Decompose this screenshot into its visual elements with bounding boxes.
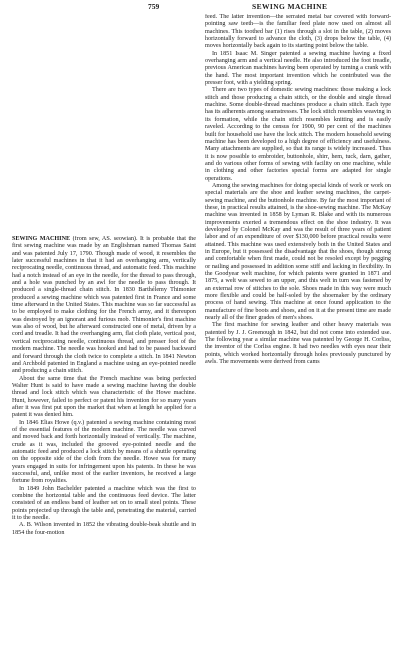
left-column — [12, 236, 196, 648]
article-paragraph-2: About the same time that the French machine was being perfected Walter Hunt is said to have made a sewing machine having the double thread and lock stitch which was characteristic of the Howe machine. Hunt, however, failed to perfect or patent his invention for so many years after it was first put upon the market that when at length he applied for a patent it was denied him. — [12, 375, 196, 419]
right-column — [205, 14, 391, 648]
article-paragraph-7: In 1851 Isaac M. Singer patented a sewing machine having a fixed overhanging arm and a vertical needle. He also introduced the foot treadle, previous American machines having been operated by turning a crank with the hand. The most important invention which he contributed was the presser foot, with a yielding spring. — [205, 50, 391, 87]
article-paragraph-4: In 1849 John Bachelder patented a machine which was the first to combine the horizontal table and the continuous feed device. The latter consisted of an endless band of leather set on to small steel points. These points projected up through the table and, penetrating the material, carried it to the needle. — [12, 485, 196, 522]
article-headword: SEWING MACHINE — [12, 236, 71, 242]
page-number: 759 — [148, 2, 160, 11]
article-paragraph-6: feed. The latter invention—the serrated metal bar covered with forward-pointing saw teeth—is the familiar feed plate now used on almost all machines. This toothed bar (1) rises through a slot in the table, (2) moves horizontally forward to advance the cloth, (3) drops below the table, (4) moves horizontally back again to its starting point below the table. — [205, 14, 391, 50]
article-paragraph-8: There are two types of domestic sewing machines: those making a lock stitch and those producing a chain stitch, or the double and single thread machine. Some double-thread machines produce a chain stitch. Each type has its adherents among seamstresses. The lock stitch resembles weaving in its formation, while the chain stitch resembles knitting and is easily raveled. According to the census for 1900, 90 per cent of the machines built for household use have the lock stitch. The modern household sewing machine has been developed to a high degree of efficiency and usefulness. Many attachments are supplied, so that its range is widely increased. Thus it is now possible to embroider, buttonhole, shirr, hem, tuck, darn, gather, and do various other forms of sewing with facility on one machine, while in clothing and other factories special forms are adapted for single operations. — [205, 87, 391, 182]
article-paragraph-1 — [12, 236, 196, 376]
page-header — [0, 2, 404, 12]
paragraph-text: (from sew, AS. seowian). It is probable that the first sewing machine was made by an Englishman named Thomas Saint and was patented July 17, 1790. Though made of wood, it resembles the later successful machines in that it had an overhanging arm, vertically reciprocating needle, continuous thread, and automatic feed. This machine had a notch instead of an eye in the needle, for the thread to pass through, and a hole was punched by an awl for the needle to pass through. It produced a single-thread chain stitch. In 1830 Barthélemy Thimonier produced a sewing machine which was patented first in France and some time afterward in the United States. This machine was so far successful as to be employed to make clothing for the French army, and it thereupon was destroyed by an ignorant and furious mob. Thimonier's first machine was also of wood, but he afterward constructed one of metal, driven by a cord and treadle. It had the overhanging arm, flat cloth plate, vertical post, vertical reciprocating needle, continuous thread, and presser foot of the modern machine. The needle was hooked and had to be passed backward and forward through the cloth twice to complete a stitch. In 1841 Newton and Archbold patented in England a machine using an eye-pointed needle and producing a chain stitch. — [12, 236, 196, 375]
article-paragraph-10: The first machine for sewing leather and other heavy materials was patented by J. J. Greenough in 1842, but did not come into extended use. The following year a similar machine was patented by George H. Corliss, the inventor of the Corliss engine. It had two needles with eyes near their points, which worked horizontally through holes previously punctured by awls. The movements were derived from cams — [205, 322, 391, 366]
article-paragraph-5: A. B. Wilson invented in 1852 the vibrating double-beak shuttle and in 1854 the four-motion — [12, 522, 196, 536]
article-paragraph-3: In 1846 Elias Howe (q.v.) patented a sewing machine containing most of the essential features of the modern machine. The needle was curved and moved back and forth horizontally instead of vertically. The machine, crude as it was, included the grooved eye-pointed needle and the automatic feed and produced a lock stitch by means of a shuttle operating on the opposite side of the cloth from the needle. Howe was for many years engaged in suits for infringement upon his patents. In these he was successful, and, unlike most of the earlier inventors, he received a large fortune from royalties. — [12, 419, 196, 485]
running-title: SEWING MACHINE — [252, 2, 328, 11]
article-paragraph-9: Among the sewing machines for doing special kinds of work or work on special materials are the shoe and leather sewing machines, the carpet-sewing machine, and the buttonhole machine. By far the most important of these, in practical results attained, is the shoe-sewing machine. The McKay machine was invented in 1858 by Lyman R. Blake and with its numerous improvements exerted a tremendous effect on the shoe industry. It was developed by Colonel McKay and was the result of three years of patient labor and of an expenditure of over $130,000 before practical results were attained. This machine was used extensively both in the United States and in Europe, but it possessed the disadvantage that the shoes, though strong and comfortable when first made, could not be resoled except by pegging or nailing and possessed in addition some stiff and lacking in flexibility. In the Goodyear welt machine, for which patents were granted in 1871 and 1875, a welt was sewed to an upper, and this welt in turn was fastened by an external row of stitches to the sole. Shoes made in this way were much more flexible and could be half-soled by the shoemaker by the ordinary process of hand sewing. This machine at once found application to the manufacture of fine boots and shoes, and on it at the present time are made nearly all of the finer grades of men's shoes. — [205, 182, 391, 322]
